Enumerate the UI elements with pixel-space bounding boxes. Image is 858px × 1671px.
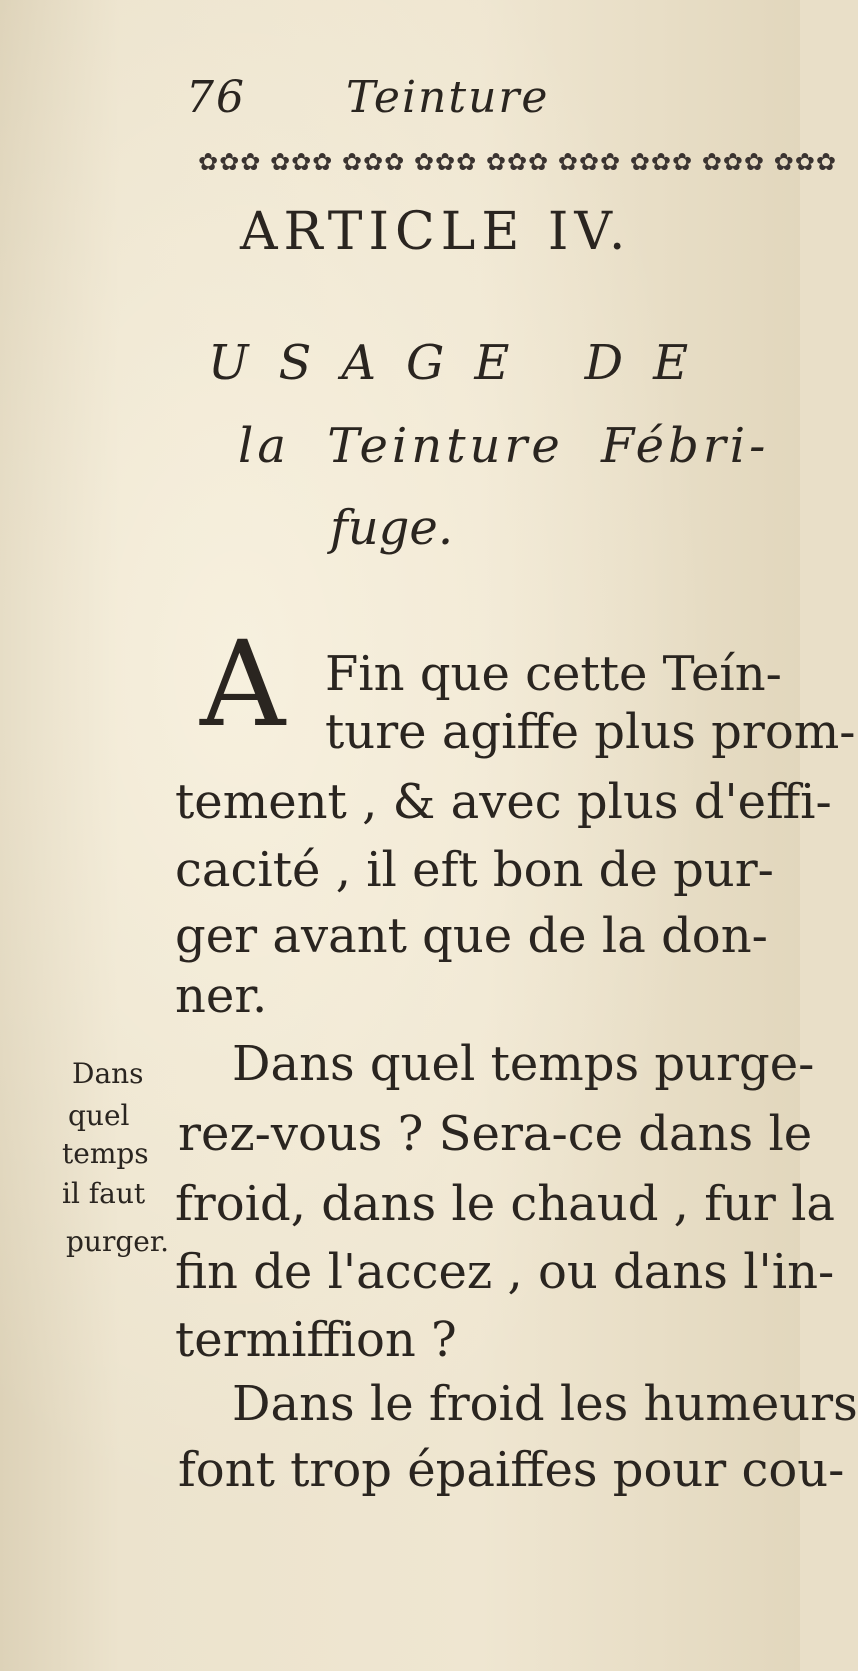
paragraph-1-line-6: ner. [175, 968, 268, 1024]
drop-cap-letter: A [200, 615, 286, 753]
paragraph-2-line-5: termiffion ? [175, 1312, 457, 1368]
margin-note-line-2: quel [68, 1099, 130, 1132]
page-number: 76 [186, 72, 246, 123]
paragraph-3-line-2: font trop épaiffes pour cou- [178, 1442, 845, 1498]
paragraph-2-line-3: froid, dans le chaud , fur la [175, 1176, 836, 1232]
paragraph-2-line-2: rez-vous ? Sera-ce dans le [178, 1106, 813, 1162]
paragraph-1-line-2: ture agiffe plus prom- [325, 704, 856, 760]
article-title: ARTICLE IV. [240, 202, 632, 262]
margin-note-line-5: purger. [66, 1225, 170, 1258]
subtitle-line-2: la Teinture Fébri- [238, 418, 770, 474]
margin-note-line-1: Dans [72, 1057, 144, 1090]
paragraph-3-line-1: Dans le froid les humeurs [232, 1376, 858, 1432]
decorative-ornament-band: ✿✿✿ ✿✿✿ ✿✿✿ ✿✿✿ ✿✿✿ ✿✿✿ ✿✿✿ ✿✿✿ ✿✿✿ [198, 148, 837, 176]
paragraph-1-line-3: tement , & avec plus d'effi- [175, 774, 832, 830]
paragraph-1-line-1: Fin que cette Teín- [325, 646, 782, 702]
margin-note-line-3: temps [62, 1137, 149, 1170]
running-header [186, 72, 549, 123]
margin-note-line-4: il faut [62, 1177, 146, 1210]
paragraph-1-line-4: cacité , il eft bon de pur- [175, 842, 774, 898]
paragraph-1-line-5: ger avant que de la don- [175, 908, 768, 964]
running-title: Teinture [346, 72, 550, 123]
paragraph-2-line-4: fin de l'accez , ou dans l'in- [175, 1244, 835, 1300]
subtitle-line-3: fuge. [330, 500, 454, 556]
paragraph-2-line-1: Dans quel temps purge- [232, 1036, 815, 1092]
subtitle-line-1: USAGE DE [208, 335, 719, 391]
